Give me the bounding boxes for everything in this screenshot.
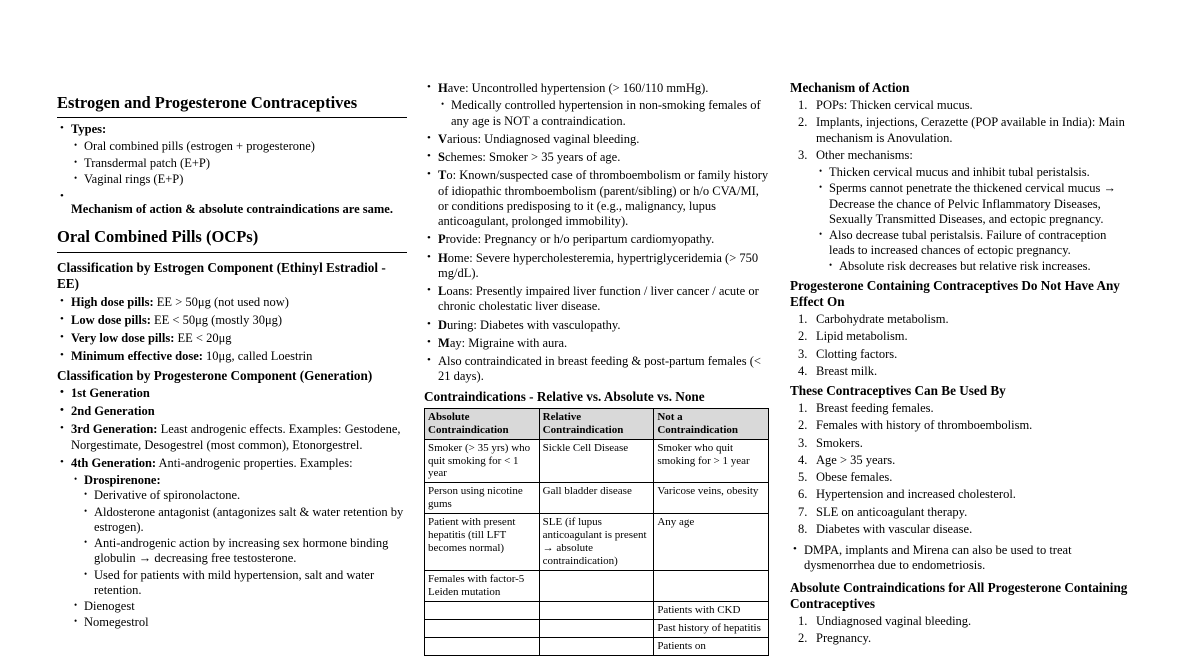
list-item: 2. Implants, injections, Cerazette (POP available in India): Main mechanism is Anovulation. (798, 115, 1125, 145)
list-item: 2. Pregnancy. (798, 631, 872, 646)
list-item (424, 132, 770, 147)
list-item: • Anti-androgenic action by increasing sex hormone binding globulin → decreasing free testosterone. (84, 536, 407, 567)
types-sublist (71, 139, 407, 187)
heading-used-by: These Contraceptives Can Be Used By (790, 383, 1006, 399)
table-row (425, 638, 769, 656)
item-text: Undiagnosed vaginal bleeding. (816, 613, 972, 628)
item-text: oans: Presently impaired liver function / liver cancer / acute or chronic cholestatic liver disease. (438, 284, 759, 314)
list-item: • Absolute risk decreases but relative risk increases. (829, 259, 1130, 274)
column-header: Relative Contraindication (539, 408, 654, 439)
mnemonic-letter: T (438, 168, 447, 183)
column-middle (424, 0, 770, 656)
types-label: Types: (71, 122, 107, 137)
item-label: Minimum effective dose: (71, 349, 203, 364)
list-item (424, 251, 770, 282)
heading-progesterone-classification: Classification by Progesterone Component (Generation) (57, 367, 373, 383)
list-item: • Vaginal rings (E+P) (71, 172, 407, 187)
item-text: uring: Diabetes with vasculopathy. (447, 317, 621, 332)
list-item (424, 232, 770, 247)
list-item: 1. Breast feeding females. (798, 401, 934, 416)
list-item: • Medically controlled hypertension in non-smoking females of any age is NOT a contraindication. (438, 98, 770, 129)
table-cell: Past history of hepatitis (654, 620, 769, 638)
section-title-estrogen-progesterone: Estrogen and Progesterone Contraceptives (57, 93, 407, 118)
item-text: EE > 50μg (not used now) (156, 294, 289, 309)
item-label: 4th Generation: (71, 455, 157, 470)
sub-sub-list (829, 259, 1130, 274)
drospirenone-sublist (84, 488, 407, 598)
table-row (425, 439, 769, 483)
item-text: Also decrease tubal peristalsis. Failure of contraception leads to increased chances of ectopic pregnancy. (829, 228, 1107, 258)
table-row (425, 620, 769, 638)
list-item (57, 295, 407, 310)
table-cell (539, 571, 654, 602)
list-item: 2. Lipid metabolism. (798, 329, 908, 344)
mechanism-list (790, 98, 1130, 274)
heading-contraindication-table: Contraindications - Relative vs. Absolute vs. None (424, 388, 705, 404)
item-label: 3rd Generation: (71, 422, 158, 437)
table-row (425, 602, 769, 620)
table-cell (425, 602, 540, 620)
item-text: Least androgenic effects. Examples: Gestodene, Norgestimate, Desogestrel (most common), Etonorgestrel. (71, 422, 401, 452)
list-item: • Dienogest (71, 599, 407, 614)
list-item (57, 331, 407, 346)
dmpa-note-list (790, 543, 1130, 574)
mnemonic-letter: M (438, 335, 450, 350)
item-text: ay: Migraine with aura. (449, 335, 568, 350)
list-item: • Derivative of spironolactone. (84, 488, 407, 503)
other-mechanisms-sublist (816, 165, 1130, 274)
table-cell (539, 638, 654, 656)
list-item: • DMPA, implants and Mirena can also be used to treat dysmenorrhea due to endometriosis. (790, 543, 1130, 574)
list-item (424, 284, 770, 315)
item-text: ome: Severe hypercholesteremia, hypertriglyceridemia (> 750 mg/dL). (438, 250, 759, 280)
item-text: Lipid metabolism. (816, 329, 908, 344)
item-label: Drospirenone: (84, 473, 161, 488)
list-item (57, 122, 407, 187)
no-effect-list (790, 312, 1130, 379)
item-text: Diabetes with vascular disease. (816, 521, 973, 536)
item-text: POPs: Thicken cervical mucus. (816, 98, 973, 113)
list-item: 5. Obese females. (798, 470, 893, 485)
used-by-list (790, 401, 1130, 537)
table-cell: Gall bladder disease (539, 483, 654, 514)
table-cell (425, 620, 540, 638)
list-item (424, 150, 770, 165)
list-item: 3. Other mechanisms: • Thicken cervical mucus and inhibit tubal peristalsis. • Sperms cannot penetrate the thickened cervical mucus → Decrease the chance of Pelvic Inflammatory Diseases, Sexually Transmitted Diseases, and ectopic pregnancy. • Also decrease tubal peristalsis. Failure of contraception leads to increased chances of ectopic pregnancy. • Absolute risk decreases but relative risk increases. (790, 148, 1130, 274)
list-item: • Also contraindicated in breast feeding & post-partum females (< 21 days). (424, 354, 770, 385)
list-item (424, 336, 770, 351)
item-text: Breast milk. (816, 363, 878, 378)
table-cell (425, 638, 540, 656)
list-item: • Thicken cervical mucus and inhibit tubal peristalsis. (816, 165, 1130, 180)
table-row (425, 483, 769, 514)
heading-estrogen-classification: Classification by Estrogen Component (Ethinyl Estradiol - EE) (57, 259, 386, 291)
list-item: 2. Females with history of thromboembolism. (798, 418, 1033, 433)
list-item: 8. Diabetes with vascular disease. (798, 521, 973, 536)
heading-mechanism-of-action: Mechanism of Action (790, 80, 910, 95)
list-item: • Used for patients with mild hypertension, salt and water retention. (84, 568, 407, 599)
table-cell: Patients with CKD (654, 602, 769, 620)
item-text: SLE on anticoagulant therapy. (816, 504, 968, 519)
mnemonic-letter: S (438, 150, 445, 164)
mnemonic-letter: V (438, 131, 448, 146)
list-item: 1. POPs: Thicken cervical mucus. (798, 98, 973, 113)
list-item (57, 190, 407, 217)
table-cell: SLE (if lupus anticoagulant is present → absolute contraindication) (539, 514, 654, 571)
table-cell: Any age (654, 514, 769, 571)
table-cell: Smoker (> 35 yrs) who quit smoking for < 1 year (425, 439, 540, 483)
list-item (57, 349, 407, 364)
list-item (424, 81, 770, 129)
list-item: • Nomegestrol (71, 615, 407, 630)
heading-absolute-contraindications: Absolute Contraindications for All Progesterone Containing Contraceptives (790, 579, 1128, 611)
table-row (425, 514, 769, 571)
list-item: • 2nd Generation (57, 404, 407, 419)
item-label: Low dose pills: (71, 312, 151, 327)
heading-no-effect: Progesterone Containing Contraceptives Do Not Have Any Effect On (790, 277, 1120, 309)
list-item: • Oral combined pills (estrogen + progesterone) (71, 139, 407, 154)
table-cell: Person using nicotine gums (425, 483, 540, 514)
item-text: rovide: Pregnancy or h/o peripartum cardiomyopathy. (445, 232, 715, 247)
list-item: 1. Carbohydrate metabolism. (798, 312, 949, 327)
item-text: Obese females. (816, 470, 893, 485)
table-cell: Smoker who quit smoking for > 1 year (654, 439, 769, 483)
list-item: 7. SLE on anticoagulant therapy. (798, 504, 968, 519)
item-text: o: Known/suspected case of thromboembolism or family history of idiopathic thromboembolism (parent/sibling) or h/o CVA/MI, or conditions predisposing to it (e.g., malignancy, lupus anticoagulant, prolonged immobility). (438, 168, 769, 228)
list-item (816, 228, 1130, 274)
item-text: Clotting factors. (816, 346, 898, 361)
mnemonic-letter: L (438, 284, 447, 298)
list-item (57, 313, 407, 328)
item-text: Pregnancy. (816, 631, 872, 646)
table-cell: Patients on (654, 638, 769, 656)
list-item: 3. Clotting factors. (798, 346, 898, 361)
list-item: • Sperms cannot penetrate the thickened cervical mucus → Decrease the chance of Pelvic Inflammatory Diseases, Sexually Transmitted Diseases, and ectopic pregnancy. (816, 181, 1130, 227)
column-left (57, 0, 407, 634)
item-text: Females with history of thromboembolism. (816, 418, 1033, 433)
list-item (424, 168, 770, 229)
list-item (424, 318, 770, 333)
mnemonic-letter: H (438, 81, 448, 95)
list-item: 1. Undiagnosed vaginal bleeding. (798, 613, 972, 628)
mnemonic-contraindication-list (424, 81, 770, 385)
table-cell: Sickle Cell Disease (539, 439, 654, 483)
table-cell (539, 602, 654, 620)
list-item: 6. Hypertension and increased cholesterol. (798, 487, 1016, 502)
column-header: Absolute Contraindication (425, 408, 540, 439)
item-text: Carbohydrate metabolism. (816, 312, 949, 327)
item-text: chemes: Smoker > 35 years of age. (444, 150, 621, 164)
estrogen-classification-list (57, 295, 407, 365)
table-cell: Females with factor-5 Leiden mutation (425, 571, 540, 602)
table-cell: Varicose veins, obesity (654, 483, 769, 514)
mnemonic-letter: P (438, 232, 446, 247)
item-text: ave: Uncontrolled hypertension (> 160/110 mmHg). (447, 81, 709, 95)
table-cell (654, 571, 769, 602)
mnemonic-letter: D (438, 317, 448, 332)
item-text: Implants, injections, Cerazette (POP available in India): Main mechanism is Anovulation. (816, 115, 1125, 145)
item-label: High dose pills: (71, 294, 154, 309)
item-text: Other mechanisms: (816, 147, 913, 162)
types-list (57, 122, 407, 217)
list-item: • Transdermal patch (E+P) (71, 156, 407, 171)
list-item: 4. Age > 35 years. (798, 452, 896, 467)
item-text: 10μg, called Loestrin (206, 349, 313, 364)
item-text: Smokers. (816, 435, 863, 450)
section-title-ocp: Oral Combined Pills (OCPs) (57, 227, 407, 252)
table-header-row (425, 408, 769, 439)
table-cell: Patient with present hepatitis (till LFT becomes normal) (425, 514, 540, 571)
column-right (790, 0, 1130, 648)
item-text: EE < 20μg (177, 331, 232, 346)
sub-list (438, 98, 770, 129)
same-mechanism-note: Mechanism of action & absolute contraindications are same. (71, 202, 393, 217)
column-header: Not a Contraindication (654, 408, 769, 439)
list-item (71, 473, 407, 598)
item-text: Hypertension and increased cholesterol. (816, 487, 1016, 502)
contraindication-table (424, 408, 769, 656)
list-item: • Aldosterone antagonist (antagonizes salt & water retention by estrogen). (84, 505, 407, 536)
mnemonic-letter: H (438, 250, 448, 265)
list-item: 4. Breast milk. (798, 363, 878, 378)
item-text: EE < 50μg (mostly 30μg) (154, 312, 283, 327)
list-item (57, 422, 407, 453)
table-row (425, 571, 769, 602)
table-cell (539, 620, 654, 638)
item-text: arious: Undiagnosed vaginal bleeding. (447, 131, 640, 146)
item-text: Anti-androgenic properties. Examples: (158, 455, 353, 470)
absolute-contraindications-list (790, 614, 1130, 647)
item-text: Breast feeding females. (816, 401, 934, 416)
item-label: Very low dose pills: (71, 331, 175, 346)
list-item: • 1st Generation (57, 386, 407, 401)
list-item: 3. Smokers. (798, 435, 863, 450)
generation-list (57, 386, 407, 631)
list-item (57, 456, 407, 631)
gen4-sublist (71, 473, 407, 631)
item-text: Age > 35 years. (816, 452, 896, 467)
